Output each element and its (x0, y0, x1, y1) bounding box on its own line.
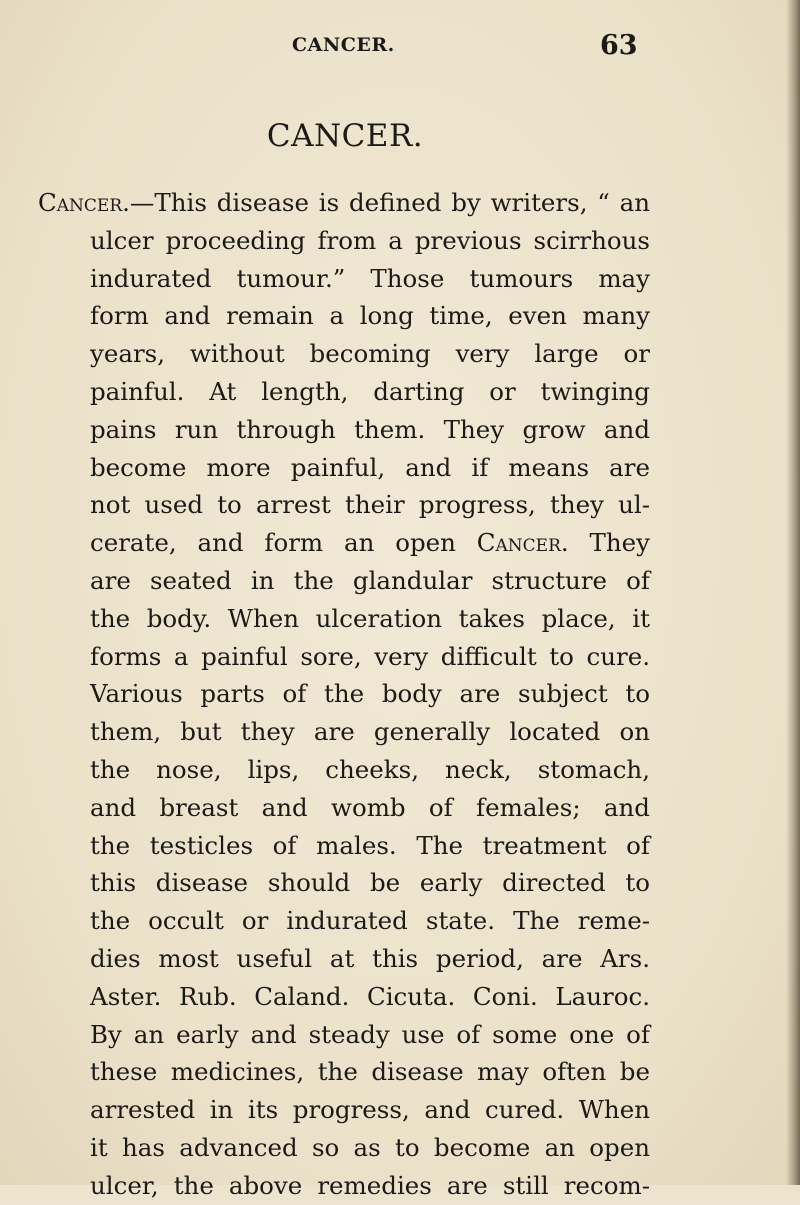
text-line: pains run through them. They grow and (90, 414, 650, 444)
run-in-term: Cancer. (38, 188, 130, 217)
running-head (0, 30, 800, 64)
text-line: not used to arrest their progress, they ul- (90, 490, 650, 520)
text-line: form and remain a long time, even many (90, 301, 650, 331)
line-fragment: They (589, 528, 650, 558)
text-line (90, 524, 650, 562)
text-line: forms a painful sore, very difficult to cure. (90, 641, 650, 671)
text-line: the testicles of males. The treatment of (90, 830, 650, 860)
text-line: dies most useful at this period, are Ars. (90, 943, 650, 973)
text-line: painful. At length, darting or twinging (90, 376, 650, 406)
line-fragment: cerate, and form an open (90, 528, 456, 558)
text-line: arrested in its progress, and cured. When (90, 1095, 650, 1125)
text-line: this disease should be early directed to (90, 868, 650, 898)
running-head-title: CANCER. (292, 34, 395, 56)
text-line: the nose, lips, cheeks, neck, stomach, (90, 754, 650, 784)
text-line: them, but they are generally located on (90, 717, 650, 747)
text-line: and breast and womb of females; and (90, 792, 650, 822)
text-line: ulcer, the above remedies are still recom- (90, 1170, 650, 1200)
text-line (38, 184, 650, 222)
text-line: become more painful, and if means are (90, 452, 650, 482)
page-number: 63 (600, 30, 638, 61)
text-line: the occult or indurated state. The reme- (90, 906, 650, 936)
first-line-text: —This disease is defined by writers, “ an (129, 188, 650, 217)
text-line: it has advanced so as to become an open (90, 1132, 650, 1162)
text-line: are seated in the glandular structure of (90, 565, 650, 595)
text-line: years, without becoming very large or (90, 339, 650, 369)
chapter-title: CANCER. (266, 118, 424, 154)
body-text (38, 184, 650, 1205)
text-line: Aster. Rub. Caland. Cicuta. Coni. Lauroc. (90, 981, 650, 1011)
text-line: Various parts of the body are subject to (90, 679, 650, 709)
cancer-term: Cancer. (476, 528, 569, 558)
text-line: indurated tumour.” Those tumours may (90, 263, 650, 293)
text-line: these medicines, the disease may often be (90, 1057, 650, 1087)
page-edge-shadow (786, 0, 800, 1185)
text-line: By an early and steady use of some one of (90, 1019, 650, 1049)
text-line: ulcer proceeding from a previous scirrhous (90, 225, 650, 255)
text-line: the body. When ulceration takes place, it (90, 603, 650, 633)
